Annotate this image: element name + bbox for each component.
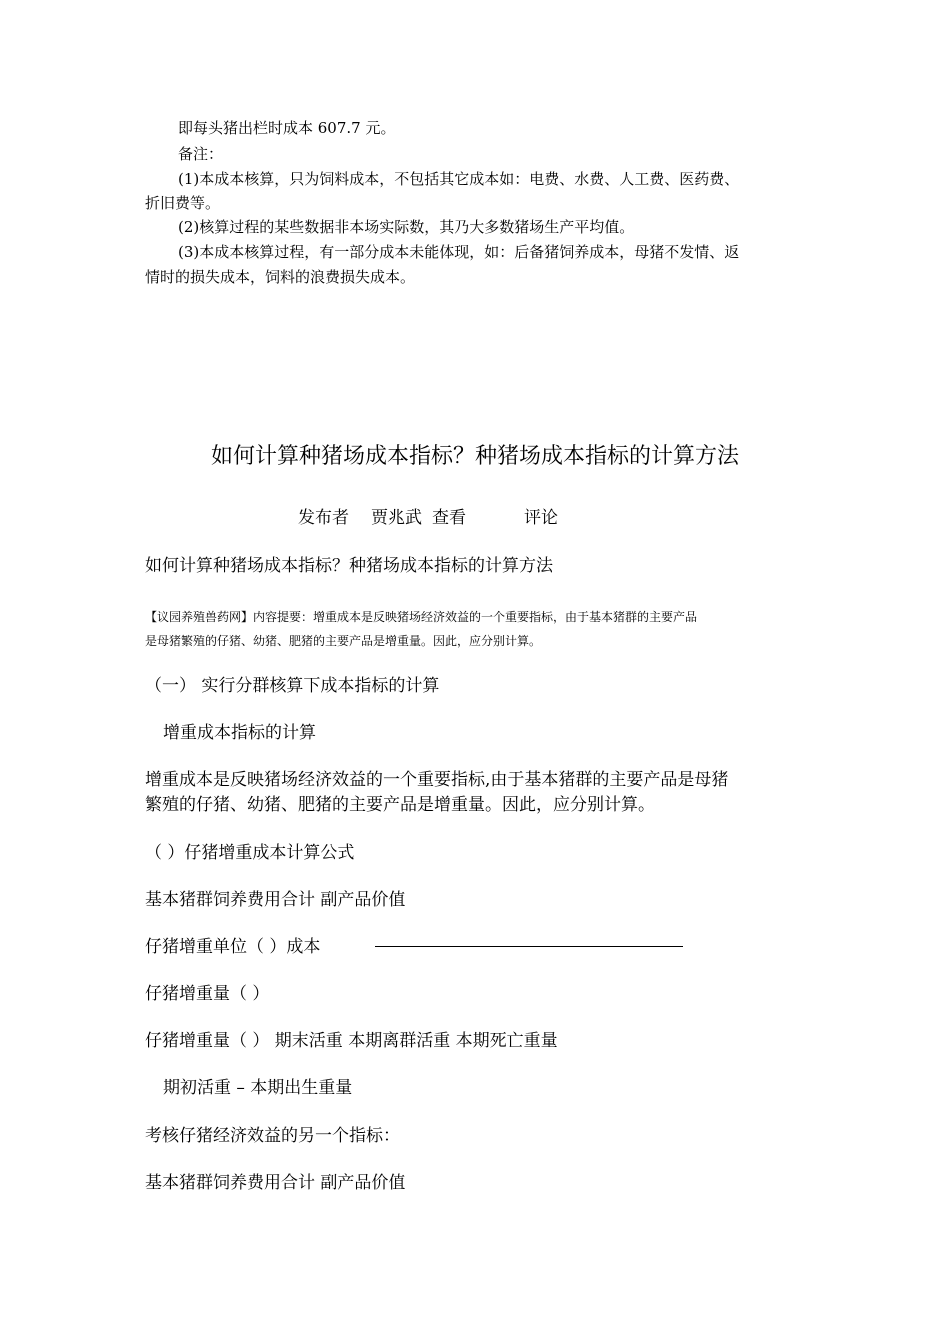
formula-heading: （ ）仔猪增重成本计算公式 — [145, 843, 355, 863]
formula-numerator: 基本猪群饲养费用合计 副产品价值 — [145, 890, 406, 910]
summary-line-2: 是母猪繁殖的仔猪、幼猪、肥猪的主要产品是增重量。因此，应分别计算。 — [145, 634, 542, 648]
article-title: 如何计算种猪场成本指标？种猪场成本指标的计算方法 — [210, 444, 739, 469]
comment-label: 评论 — [524, 508, 558, 528]
paragraph-1-line-2: 繁殖的仔猪、幼猪、肥猪的主要产品是增重量。因此，应分别计算。 — [145, 795, 655, 815]
weight-gain-definition-cont: 期初活重 – 本期出生重量 — [163, 1078, 353, 1098]
formula-2-numerator: 基本猪群饲养费用合计 副产品价值 — [145, 1173, 406, 1193]
publisher-label: 发布者 — [298, 508, 349, 528]
note-2: (2)核算过程的某些数据非本场实际数，其乃大多数猪场生产平均值。 — [178, 218, 635, 236]
subsection-heading: 增重成本指标的计算 — [163, 723, 316, 743]
formula-lhs: 仔猪增重单位（ ）成本 — [145, 937, 321, 957]
note-3-line-1: (3)本成本核算过程，有一部分成本未能体现，如：后备猪饲养成本，母猪不发情、返 — [178, 243, 740, 261]
section-heading-1: （一） 实行分群核算下成本指标的计算 — [145, 676, 440, 696]
view-label: 查看 — [432, 508, 466, 528]
other-indicator-line: 考核仔猪经济效益的另一个指标： — [145, 1126, 400, 1146]
remark-label: 备注： — [178, 145, 224, 163]
weight-gain-definition: 仔猪增重量（ ） 期末活重 本期离群活重 本期死亡重量 — [145, 1031, 558, 1051]
cost-per-pig-line: 即每头猪出栏时成本 607.7 元。 — [178, 119, 396, 137]
publisher-name: 贾兆武 — [371, 508, 422, 528]
note-1-line-2: 折旧费等。 — [145, 194, 221, 212]
summary-line-1: 【议园养殖兽药网】内容提要：增重成本是反映猪场经济效益的一个重要指标，由于基本猪群的主要产品 — [145, 610, 698, 624]
fraction-line — [375, 946, 683, 947]
note-3-line-2: 情时的损失成本，饲料的浪费损失成本。 — [145, 268, 416, 286]
formula-denominator: 仔猪增重量（ ） — [145, 984, 270, 1004]
article-meta — [298, 510, 558, 527]
paragraph-1-line-1: 增重成本是反映猪场经济效益的一个重要指标,由于基本猪群的主要产品是母猪 — [145, 770, 729, 790]
note-1-line-1: (1)本成本核算，只为饲料成本，不包括其它成本如：电费、水费、人工费、医药费、 — [178, 170, 740, 188]
article-subtitle: 如何计算种猪场成本指标？种猪场成本指标的计算方法 — [145, 556, 553, 576]
